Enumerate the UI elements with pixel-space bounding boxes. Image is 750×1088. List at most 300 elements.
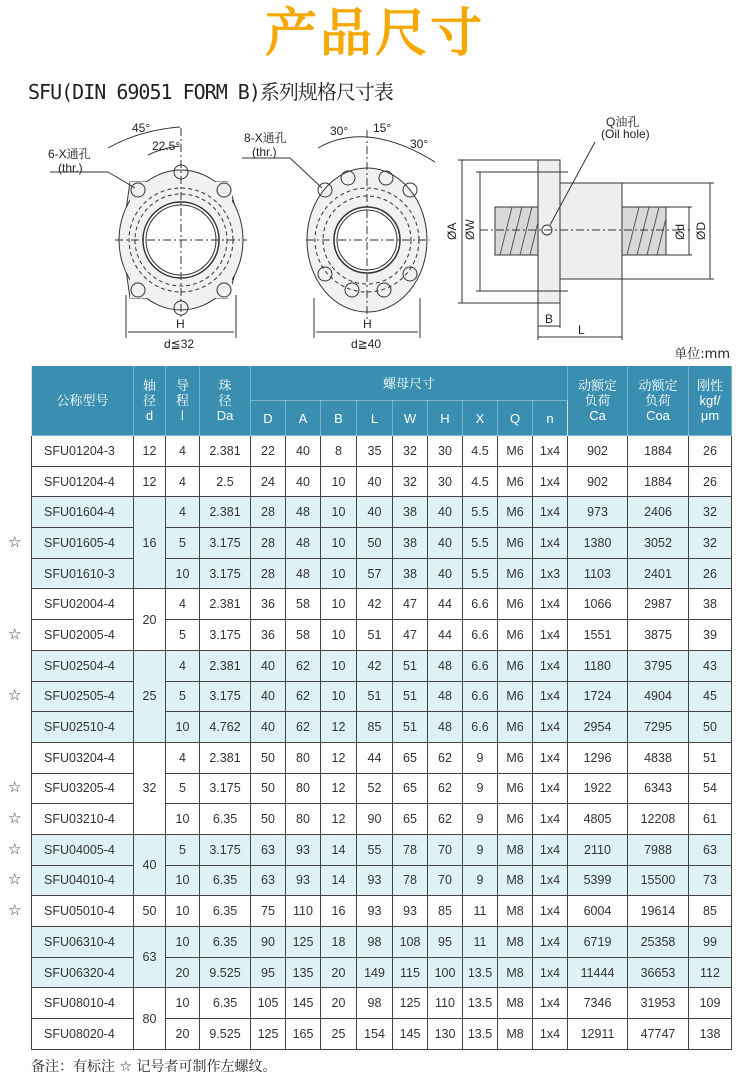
cell-coa: 36653 (628, 957, 689, 988)
cell-ca: 4805 (568, 804, 628, 835)
cell-q: M6 (498, 497, 533, 528)
cell-x: 5.5 (463, 497, 498, 528)
cell-da: 6.35 (200, 804, 251, 835)
cell-shaft-dia: 25 (134, 650, 166, 742)
svg-text:15°: 15° (373, 121, 392, 135)
cell-l: 90 (357, 804, 393, 835)
cell-a: 145 (286, 988, 321, 1019)
cell-a: 58 (286, 589, 321, 620)
cell-x: 9 (463, 865, 498, 896)
cell-l: 51 (357, 620, 393, 651)
cell-b: 10 (321, 466, 357, 497)
header-dynamic-load: 动额定 负荷 Ca (568, 366, 628, 436)
page-title: 产品尺寸 (264, 4, 485, 64)
header-ball-dia: 珠 径 Da (200, 366, 251, 436)
cell-da: 2.381 (200, 742, 251, 773)
header-nut-col-x: X (463, 401, 498, 436)
cell-d: 90 (251, 927, 286, 958)
cell-l: 52 (357, 773, 393, 804)
cell-h: 40 (428, 528, 463, 559)
cell-x: 9 (463, 834, 498, 865)
cell-d: 22 (251, 436, 286, 467)
svg-text:(thr.): (thr.) (252, 145, 277, 159)
cell-coa: 12208 (628, 804, 689, 835)
cell-l: 4 (166, 589, 200, 620)
cell-n: 1x4 (533, 834, 568, 865)
cell-l: 50 (357, 528, 393, 559)
cell-l: 10 (166, 712, 200, 743)
cell-x: 9 (463, 804, 498, 835)
cell-model: SFU01610-3 (32, 558, 134, 589)
footnote: 备注：有标注 ☆ 记号者可制作左螺纹。 (31, 1059, 277, 1075)
cell-a: 125 (286, 927, 321, 958)
cell-l: 42 (357, 650, 393, 681)
cell-b: 14 (321, 865, 357, 896)
cell-da: 3.175 (200, 773, 251, 804)
cell-k: 61 (689, 804, 732, 835)
cell-model: SFU08010-4 (32, 988, 134, 1019)
cell-x: 13.5 (463, 988, 498, 1019)
header-stiffness: 刚性 kgf/ μm (689, 366, 732, 436)
header-nut-dims: 螺母尺寸 (251, 366, 568, 401)
cell-model: SFU03205-4 (32, 773, 134, 804)
cell-l: 5 (166, 834, 200, 865)
cell-ca: 2110 (568, 834, 628, 865)
technical-drawings (0, 110, 750, 355)
cell-k: 39 (689, 620, 732, 651)
cell-da: 9.525 (200, 1019, 251, 1050)
cell-h: 30 (428, 466, 463, 497)
cell-x: 6.6 (463, 650, 498, 681)
cell-a: 62 (286, 650, 321, 681)
cell-l: 4 (166, 466, 200, 497)
cell-q: M8 (498, 957, 533, 988)
star-icon: ☆ (8, 839, 22, 858)
cell-w: 38 (393, 528, 428, 559)
cell-shaft-dia: 32 (134, 742, 166, 834)
cell-a: 80 (286, 804, 321, 835)
table-row (32, 988, 732, 1019)
cell-b: 10 (321, 681, 357, 712)
svg-text:ØD: ØD (694, 222, 708, 240)
cell-model: SFU08020-4 (32, 1019, 134, 1050)
cell-q: M6 (498, 558, 533, 589)
cell-coa: 1884 (628, 466, 689, 497)
cell-b: 10 (321, 650, 357, 681)
cell-w: 32 (393, 436, 428, 467)
cell-q: M8 (498, 865, 533, 896)
cell-k: 43 (689, 650, 732, 681)
cell-d: 24 (251, 466, 286, 497)
cell-d: 95 (251, 957, 286, 988)
cell-da: 3.175 (200, 681, 251, 712)
cell-x: 6.6 (463, 681, 498, 712)
cell-shaft-dia: 12 (134, 436, 166, 467)
cell-h: 48 (428, 712, 463, 743)
cell-da: 9.525 (200, 957, 251, 988)
cell-l: 57 (357, 558, 393, 589)
cell-d: 63 (251, 865, 286, 896)
cell-k: 32 (689, 528, 732, 559)
cell-shaft-dia: 80 (134, 988, 166, 1049)
cell-d: 36 (251, 620, 286, 651)
cell-q: M6 (498, 681, 533, 712)
cell-d: 40 (251, 650, 286, 681)
cell-a: 40 (286, 466, 321, 497)
cell-coa: 7295 (628, 712, 689, 743)
cell-ca: 2954 (568, 712, 628, 743)
cell-w: 93 (393, 896, 428, 927)
cell-w: 51 (393, 650, 428, 681)
cell-d: 75 (251, 896, 286, 927)
cell-x: 4.5 (463, 466, 498, 497)
table-row (32, 436, 732, 467)
table-row (32, 466, 732, 497)
header-nut-col-b: B (321, 401, 357, 436)
cell-da: 6.35 (200, 896, 251, 927)
star-icon: ☆ (8, 809, 22, 828)
cell-x: 11 (463, 927, 498, 958)
cell-x: 9 (463, 742, 498, 773)
header-nut-col-d: D (251, 401, 286, 436)
cell-w: 65 (393, 773, 428, 804)
table-row (32, 896, 732, 927)
cell-d: 50 (251, 773, 286, 804)
cell-k: 26 (689, 466, 732, 497)
cell-h: 62 (428, 742, 463, 773)
cell-x: 13.5 (463, 1019, 498, 1050)
cell-model: SFU02005-4 (32, 620, 134, 651)
star-icon: ☆ (8, 901, 22, 920)
cell-da: 4.762 (200, 712, 251, 743)
cell-a: 62 (286, 681, 321, 712)
svg-text:d≧40: d≧40 (351, 337, 382, 351)
cell-n: 1x3 (533, 558, 568, 589)
cell-l: 40 (357, 466, 393, 497)
cell-n: 1x4 (533, 804, 568, 835)
cell-q: M8 (498, 927, 533, 958)
unit-label: 单位:mm (674, 347, 730, 362)
cell-q: M6 (498, 466, 533, 497)
svg-text:H: H (363, 317, 372, 331)
cell-q: M8 (498, 988, 533, 1019)
cell-l: 85 (357, 712, 393, 743)
cell-h: 100 (428, 957, 463, 988)
header-nut-col-a: A (286, 401, 321, 436)
cell-l: 10 (166, 927, 200, 958)
table-row (32, 497, 732, 528)
cell-shaft-dia: 40 (134, 834, 166, 895)
header-shaft-dia: 轴 径 d (134, 366, 166, 436)
cell-b: 10 (321, 620, 357, 651)
cell-w: 38 (393, 558, 428, 589)
table-row (32, 742, 732, 773)
cell-n: 1x4 (533, 712, 568, 743)
cell-d: 40 (251, 681, 286, 712)
cell-da: 3.175 (200, 834, 251, 865)
cell-b: 12 (321, 773, 357, 804)
cell-h: 130 (428, 1019, 463, 1050)
cell-w: 47 (393, 589, 428, 620)
cell-n: 1x4 (533, 865, 568, 896)
cell-w: 65 (393, 804, 428, 835)
cell-a: 165 (286, 1019, 321, 1050)
cell-l: 5 (166, 528, 200, 559)
cell-q: M6 (498, 528, 533, 559)
header-nut-col-h: H (428, 401, 463, 436)
cell-a: 135 (286, 957, 321, 988)
star-icon: ☆ (8, 870, 22, 889)
svg-text:30°: 30° (410, 137, 429, 151)
cell-x: 4.5 (463, 436, 498, 467)
cell-n: 1x4 (533, 620, 568, 651)
cell-coa: 19614 (628, 896, 689, 927)
svg-text:(thr.): (thr.) (58, 161, 83, 175)
cell-h: 44 (428, 589, 463, 620)
cell-l: 4 (166, 650, 200, 681)
cell-d: 63 (251, 834, 286, 865)
cell-model: SFU03204-4 (32, 742, 134, 773)
svg-text:6-X通孔: 6-X通孔 (48, 147, 91, 161)
cell-w: 65 (393, 742, 428, 773)
cell-a: 48 (286, 528, 321, 559)
cell-q: M6 (498, 804, 533, 835)
cell-h: 85 (428, 896, 463, 927)
header-model: 公称型号 (32, 366, 134, 436)
cell-d: 28 (251, 558, 286, 589)
cell-a: 93 (286, 834, 321, 865)
cell-ca: 1103 (568, 558, 628, 589)
cell-model: SFU04010-4 (32, 865, 134, 896)
cell-d: 28 (251, 497, 286, 528)
cell-n: 1x4 (533, 896, 568, 927)
cell-b: 20 (321, 988, 357, 1019)
cell-h: 62 (428, 804, 463, 835)
cell-b: 12 (321, 804, 357, 835)
cell-h: 70 (428, 834, 463, 865)
cell-d: 105 (251, 988, 286, 1019)
cell-coa: 47747 (628, 1019, 689, 1050)
cell-model: SFU01204-3 (32, 436, 134, 467)
cell-a: 80 (286, 773, 321, 804)
cell-d: 28 (251, 528, 286, 559)
cell-da: 6.35 (200, 927, 251, 958)
header-static-load: 动额定 负荷 Coa (628, 366, 689, 436)
cell-k: 51 (689, 742, 732, 773)
cell-n: 1x4 (533, 528, 568, 559)
cell-b: 12 (321, 742, 357, 773)
cell-ca: 1724 (568, 681, 628, 712)
cell-k: 45 (689, 681, 732, 712)
cell-ca: 902 (568, 436, 628, 467)
flange-drawing-8-hole-icon (230, 110, 460, 355)
cell-k: 109 (689, 988, 732, 1019)
table-row (32, 927, 732, 958)
cell-l: 154 (357, 1019, 393, 1050)
svg-text:45°: 45° (132, 121, 151, 135)
cell-n: 1x4 (533, 1019, 568, 1050)
cell-x: 5.5 (463, 558, 498, 589)
cell-k: 99 (689, 927, 732, 958)
cell-model: SFU04005-4 (32, 834, 134, 865)
cell-q: M6 (498, 589, 533, 620)
header-lead: 导 程 l (166, 366, 200, 436)
cell-model: SFU01204-4 (32, 466, 134, 497)
cell-a: 110 (286, 896, 321, 927)
cell-ca: 973 (568, 497, 628, 528)
cell-b: 16 (321, 896, 357, 927)
table-row (32, 589, 732, 620)
cell-n: 1x4 (533, 650, 568, 681)
cell-ca: 1180 (568, 650, 628, 681)
cell-x: 5.5 (463, 528, 498, 559)
cell-n: 1x4 (533, 681, 568, 712)
table-row (32, 834, 732, 865)
cell-da: 3.175 (200, 528, 251, 559)
cell-l: 55 (357, 834, 393, 865)
cell-q: M8 (498, 896, 533, 927)
cell-k: 26 (689, 436, 732, 467)
cell-b: 10 (321, 589, 357, 620)
cell-coa: 3052 (628, 528, 689, 559)
cell-l: 4 (166, 497, 200, 528)
cell-ca: 1380 (568, 528, 628, 559)
cell-da: 3.175 (200, 558, 251, 589)
cell-l: 10 (166, 558, 200, 589)
cell-da: 6.35 (200, 988, 251, 1019)
cell-da: 2.381 (200, 436, 251, 467)
cell-w: 51 (393, 681, 428, 712)
cell-l: 42 (357, 589, 393, 620)
cell-q: M8 (498, 1019, 533, 1050)
cell-coa: 7988 (628, 834, 689, 865)
cell-shaft-dia: 12 (134, 466, 166, 497)
cell-x: 6.6 (463, 712, 498, 743)
cell-da: 2.381 (200, 650, 251, 681)
cell-k: 73 (689, 865, 732, 896)
cell-ca: 6004 (568, 896, 628, 927)
cell-q: M6 (498, 712, 533, 743)
table-subtitle: SFU(DIN 69051 FORM B)系列规格尺寸表 (28, 80, 393, 104)
cell-da: 2.381 (200, 589, 251, 620)
svg-text:Q油孔: Q油孔 (606, 115, 640, 129)
svg-text:d≦32: d≦32 (164, 337, 195, 351)
cell-coa: 1884 (628, 436, 689, 467)
cell-coa: 31953 (628, 988, 689, 1019)
cell-n: 1x4 (533, 742, 568, 773)
cell-h: 48 (428, 681, 463, 712)
cell-d: 125 (251, 1019, 286, 1050)
cell-l: 5 (166, 681, 200, 712)
cell-ca: 1066 (568, 589, 628, 620)
svg-text:B: B (545, 312, 554, 326)
cell-d: 50 (251, 804, 286, 835)
cell-k: 38 (689, 589, 732, 620)
cell-model: SFU06320-4 (32, 957, 134, 988)
cell-model: SFU02505-4 (32, 681, 134, 712)
svg-text:(Oil hole): (Oil hole) (601, 127, 650, 141)
cell-b: 14 (321, 834, 357, 865)
cell-model: SFU03210-4 (32, 804, 134, 835)
star-icon: ☆ (8, 778, 22, 797)
cell-h: 110 (428, 988, 463, 1019)
cell-ca: 12911 (568, 1019, 628, 1050)
star-icon: ☆ (8, 532, 22, 551)
cell-coa: 3795 (628, 650, 689, 681)
cell-ca: 1551 (568, 620, 628, 651)
star-icon: ☆ (8, 686, 22, 705)
cell-w: 32 (393, 466, 428, 497)
table-row (32, 650, 732, 681)
cell-model: SFU06310-4 (32, 927, 134, 958)
cell-model: SFU02510-4 (32, 712, 134, 743)
cell-l: 98 (357, 927, 393, 958)
cell-q: M6 (498, 650, 533, 681)
cell-n: 1x4 (533, 957, 568, 988)
cell-l: 44 (357, 742, 393, 773)
svg-text:8-X通孔: 8-X通孔 (244, 131, 287, 145)
cell-l: 51 (357, 681, 393, 712)
cell-da: 6.35 (200, 865, 251, 896)
cell-coa: 2406 (628, 497, 689, 528)
cell-b: 18 (321, 927, 357, 958)
cell-k: 32 (689, 497, 732, 528)
cell-coa: 3875 (628, 620, 689, 651)
cell-l: 10 (166, 988, 200, 1019)
cell-x: 9 (463, 773, 498, 804)
cell-coa: 4838 (628, 742, 689, 773)
cell-k: 63 (689, 834, 732, 865)
star-icon: ☆ (8, 624, 22, 643)
cell-w: 108 (393, 927, 428, 958)
cell-da: 2.5 (200, 466, 251, 497)
cell-n: 1x4 (533, 466, 568, 497)
cell-l: 93 (357, 896, 393, 927)
svg-text:ØA: ØA (445, 222, 459, 240)
svg-text:ØW: ØW (463, 219, 477, 240)
cell-l: 20 (166, 1019, 200, 1050)
cell-w: 125 (393, 988, 428, 1019)
cell-da: 2.381 (200, 497, 251, 528)
cell-h: 95 (428, 927, 463, 958)
nut-side-view-drawing-icon (440, 110, 750, 355)
cell-l: 98 (357, 988, 393, 1019)
cell-h: 70 (428, 865, 463, 896)
svg-text:22.5°: 22.5° (152, 139, 181, 153)
cell-b: 10 (321, 497, 357, 528)
cell-model: SFU02004-4 (32, 589, 134, 620)
cell-n: 1x4 (533, 589, 568, 620)
cell-w: 78 (393, 865, 428, 896)
cell-l: 4 (166, 742, 200, 773)
cell-w: 78 (393, 834, 428, 865)
cell-b: 12 (321, 712, 357, 743)
cell-model: SFU02504-4 (32, 650, 134, 681)
cell-coa: 15500 (628, 865, 689, 896)
cell-x: 13.5 (463, 957, 498, 988)
cell-b: 8 (321, 436, 357, 467)
cell-n: 1x4 (533, 927, 568, 958)
header-nut-col-q: Q (498, 401, 533, 436)
cell-shaft-dia: 63 (134, 927, 166, 988)
cell-shaft-dia: 50 (134, 896, 166, 927)
cell-l: 4 (166, 436, 200, 467)
cell-l: 5 (166, 773, 200, 804)
cell-q: M6 (498, 436, 533, 467)
svg-text:30°: 30° (330, 124, 349, 138)
cell-q: M6 (498, 742, 533, 773)
cell-a: 48 (286, 558, 321, 589)
